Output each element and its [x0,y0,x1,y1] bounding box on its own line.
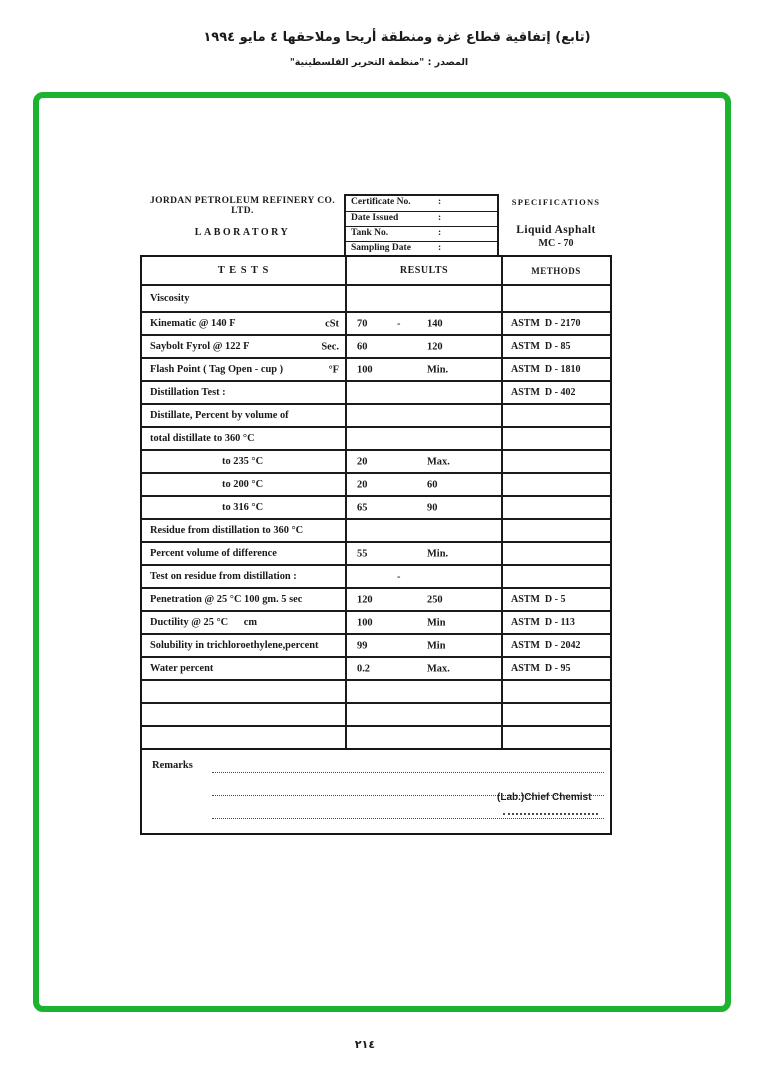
table-row [142,449,610,472]
result-value-high: Min [427,617,446,628]
specifications-title: SPECIFICATIONS [511,197,601,207]
result-value-low: 0.2 [357,663,370,674]
table-row [142,334,610,357]
method-cell [501,405,609,426]
test-name-cell [142,336,345,357]
result-cell [345,635,501,656]
test-name: Flash Point ( Tag Open - cup ) [150,364,284,375]
product-name: Liquid Asphalt [516,224,596,236]
method-cell: ASTM D - 2042 [501,635,609,656]
table-header-row [142,257,610,284]
certificate-field-colon: : [438,213,442,223]
document-source-arabic: المصدر : "منظمة التحرير الفلسطينية" [289,57,469,68]
test-name: to 235 °C [222,456,264,467]
result-cell [345,520,501,541]
product-grade: MC - 70 [538,238,574,249]
table-row [142,495,610,518]
test-name: Kinematic @ 140 F [150,318,236,329]
result-value-high: 250 [427,594,443,605]
table-body [142,284,610,748]
result-cell [345,405,501,426]
method-cell [501,428,609,449]
remarks-section [142,748,610,833]
result-separator: - [397,318,401,329]
result-cell [345,451,501,472]
result-cell [345,497,501,518]
tests-column-header: T E S T S [217,265,270,276]
signature-dotted-line [503,813,598,815]
result-value-low: 55 [357,548,368,559]
table-row [142,357,610,380]
result-value-high: Max. [427,663,450,674]
table-row [142,656,610,679]
table-row [142,702,610,725]
result-cell [345,286,501,311]
test-unit: Sec. [321,341,339,352]
test-name: Ductility @ 25 °C cm [150,617,258,628]
table-row [142,426,610,449]
method-cell [501,681,609,702]
test-name-cell [142,474,345,495]
result-cell [345,681,501,702]
test-name: Water percent [150,663,214,674]
result-cell [345,727,501,748]
certificate-field-label: Sampling Date [351,243,411,253]
result-cell [345,382,501,403]
certificate-field-row [346,196,497,211]
method-cell: ASTM D - 85 [501,336,609,357]
table-row [142,403,610,426]
table-row [142,380,610,403]
test-name-cell [142,658,345,679]
table-row [142,564,610,587]
test-name: Viscosity [150,293,190,304]
method-cell [501,451,609,472]
result-value-low: 60 [357,341,368,352]
method-cell: ASTM D - 5 [501,589,609,610]
result-value-low: 100 [357,617,373,628]
certificate-field-label: Certificate No. [351,197,411,207]
table-row [142,472,610,495]
table-row [142,518,610,541]
result-cell [345,336,501,357]
test-name: Saybolt Fyrol @ 122 F [150,341,250,352]
result-value-high: 90 [427,502,438,513]
test-name-cell [142,589,345,610]
result-value-low: 120 [357,594,373,605]
method-cell [501,520,609,541]
result-value-low: 70 [357,318,368,329]
result-value-high: 120 [427,341,443,352]
test-name: to 316 °C [222,502,264,513]
test-name-cell [142,612,345,633]
method-cell: ASTM D - 2170 [501,313,609,334]
signature-title: (Lab.)Chief Chemist [497,792,592,803]
test-name: Distillate, Percent by volume of [150,410,289,421]
method-cell [501,566,609,587]
method-cell: ASTM D - 95 [501,658,609,679]
methods-column-header: METHODS [501,257,609,284]
result-cell [345,359,501,380]
test-name-cell [142,497,345,518]
method-cell [501,727,609,748]
certificate-field-row [346,211,497,226]
remarks-dotted-line [212,772,604,773]
method-cell: ASTM D - 402 [501,382,609,403]
document-title-arabic: (تابع) إتفاقية قطاع غزة ومنطقة أريحا وملاحقها ٤ مايو ١٩٩٤ [203,30,591,45]
test-name-cell [142,635,345,656]
certificate-field-colon: : [438,197,442,207]
result-cell [345,612,501,633]
test-name-cell [142,313,345,334]
method-cell: ASTM D - 1810 [501,359,609,380]
test-name: Distillation Test : [150,387,226,398]
result-value-high: Max. [427,456,450,467]
remarks-dotted-line [212,818,604,819]
remarks-label: Remarks [152,760,193,771]
table-row [142,679,610,702]
test-name: Test on residue from distillation : [150,571,297,582]
table-row [142,587,610,610]
result-value-high: Min [427,640,446,651]
test-name-cell [142,681,345,702]
result-cell [345,658,501,679]
method-cell [501,497,609,518]
result-value-low: 20 [357,479,368,490]
page-number: ٢١٤ [354,1038,376,1051]
result-value-high: Min. [427,364,449,375]
certificate-field-colon: : [438,228,442,238]
test-name: Penetration @ 25 °C 100 gm. 5 sec [150,594,303,605]
result-value-high: 140 [427,318,443,329]
test-name-cell [142,543,345,564]
method-cell [501,704,609,725]
test-name: to 200 °C [222,479,264,490]
test-name-cell [142,405,345,426]
table-row [142,633,610,656]
test-unit: °F [328,364,339,375]
test-results-table [140,255,612,835]
table-row [142,725,610,748]
test-name-cell [142,286,345,311]
test-name-cell [142,704,345,725]
result-cell [345,566,501,587]
result-separator: - [397,571,401,582]
result-value-low: 100 [357,364,373,375]
test-name-cell [142,359,345,380]
result-cell [345,313,501,334]
department-name: LABORATORY [194,227,291,238]
test-name: Residue from distillation to 360 °C [150,525,304,536]
test-name-cell [142,428,345,449]
certificate-field-row [346,226,497,241]
table-row [142,610,610,633]
result-cell [345,543,501,564]
method-cell [501,543,609,564]
company-name: JORDAN PETROLEUM REFINERY CO. LTD. [149,196,336,216]
certificate-field-label: Date Issued [351,213,399,223]
certificate-field-colon: : [438,243,442,253]
test-unit: cSt [325,318,339,329]
table-row [142,541,610,564]
test-name-cell [142,520,345,541]
test-name: total distillate to 360 °C [150,433,255,444]
results-column-header: RESULTS [345,257,501,284]
result-cell [345,474,501,495]
test-name-cell [142,566,345,587]
certificate-field-row [346,241,497,256]
result-cell [345,704,501,725]
test-name-cell [142,727,345,748]
test-name-cell [142,451,345,472]
result-value-high: 60 [427,479,438,490]
certificate-box [344,194,499,258]
table-row [142,284,610,311]
result-value-low: 20 [357,456,368,467]
test-name: Percent volume of difference [150,548,277,559]
result-cell [345,589,501,610]
result-value-high: Min. [427,548,449,559]
method-cell [501,474,609,495]
certificate-field-label: Tank No. [351,228,389,238]
table-row [142,311,610,334]
result-cell [345,428,501,449]
test-name: Solubility in trichloroethylene,percent [150,640,319,651]
result-value-low: 65 [357,502,368,513]
test-name-cell [142,382,345,403]
result-value-low: 99 [357,640,368,651]
method-cell [501,286,609,311]
method-cell: ASTM D - 113 [501,612,609,633]
